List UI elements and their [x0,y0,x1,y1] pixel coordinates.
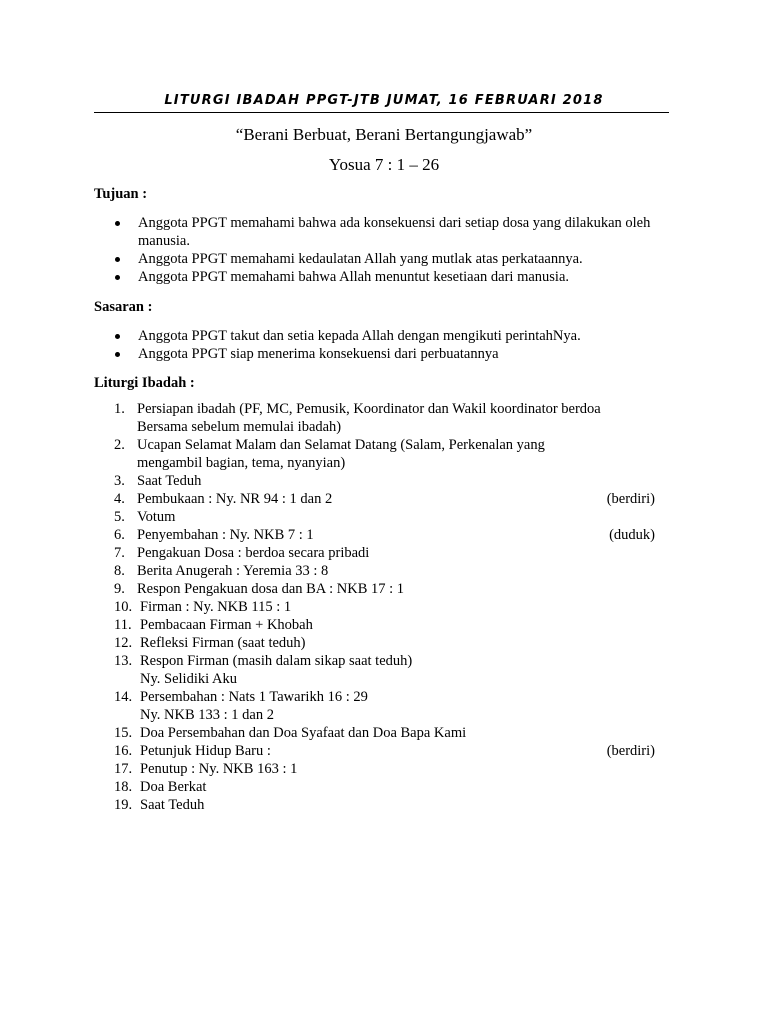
bullet-icon [115,334,120,339]
document-title: LITURGI IBADAH PPGT-JTB JUMAT, 16 FEBRUARI 2018 [164,93,604,108]
liturgy-item-number: 13. [114,653,133,669]
liturgy-item-text: Penutup : Ny. NKB 163 : 1 [140,761,298,777]
liturgy-item-number: 18. [114,779,133,795]
liturgy-item-text: Firman : Ny. NKB 115 : 1 [140,599,292,615]
scripture-reference: Yosua 7 : 1 – 26 [328,155,440,174]
liturgy-item-number: 12. [114,635,133,651]
liturgy-item [94,778,669,796]
liturgy-item-number: 4. [114,491,125,507]
liturgy-item [94,742,669,760]
liturgy-item-text: Respon Pengakuan dosa dan BA : NKB 17 : 1 [137,581,405,597]
liturgy-item [94,508,669,526]
liturgy-item-text: Ucapan Selamat Malam dan Selamat Datang (Salam, Perkenalan yang mengambil bagian, tema, nyanyian) [137,437,545,471]
liturgy-item-posture: (duduk) [609,527,655,543]
list-item-text: Anggota PPGT memahami kedaulatan Allah yang mutlak atas perkataannya. [138,251,583,267]
liturgy-item-number: 5. [114,509,125,525]
liturgy-item [94,760,669,778]
liturgy-item-number: 14. [114,689,133,705]
liturgy-item-number: 11. [114,617,132,633]
liturgy-item [94,580,669,598]
title-underline [94,112,669,113]
liturgy-item-number: 19. [114,797,133,813]
liturgy-item [94,652,669,688]
list-item [94,327,674,345]
liturgy-item-text: Pembacaan Firman + Khobah [140,617,313,633]
liturgy-item-number: 6. [114,527,125,543]
liturgy-item-text: Saat Teduh [140,797,205,813]
liturgy-item-posture: (berdiri) [606,743,655,759]
liturgy-item [94,490,669,508]
list-item [94,345,674,363]
liturgy-item-text: Respon Firman (masih dalam sikap saat teduh) [140,653,413,669]
tujuan-list [94,214,674,286]
list-item-text: Anggota PPGT memahami bahwa Allah menuntut kesetiaan dari manusia. [138,269,570,285]
list-item [94,268,674,286]
liturgy-item [94,724,669,742]
liturgy-item [94,544,669,562]
list-item-text: Anggota PPGT memahami bahwa ada konsekuensi dari setiap dosa yang dilakukan oleh manusia. [138,215,651,249]
liturgy-item-text: Berita Anugerah : Yeremia 33 : 8 [137,563,329,579]
liturgy-item [94,688,669,724]
liturgy-item [94,562,669,580]
liturgy-item-text: Petunjuk Hidup Baru : [140,743,271,759]
liturgy-item-number: 1. [114,401,125,417]
liturgy-item-subtext: Ny. NKB 133 : 1 dan 2 [140,707,274,723]
liturgy-item-number: 7. [114,545,125,561]
list-item-text: Anggota PPGT siap menerima konsekuensi dari perbuatannya [138,346,499,362]
liturgy-item-text: Penyembahan : Ny. NKB 7 : 1 [137,527,314,543]
liturgy-item [94,598,669,616]
liturgy-item-number: 2. [114,437,125,453]
list-item [94,250,674,268]
tujuan-heading: Tujuan : [94,186,148,202]
bullet-icon [115,275,120,280]
bullet-icon [115,257,120,262]
sasaran-list [94,327,674,363]
liturgy-item-number: 15. [114,725,133,741]
liturgy-item-number: 9. [114,581,125,597]
liturgy-item [94,634,669,652]
liturgy-item [94,616,669,634]
liturgy-item-text: Persembahan : Nats 1 Tawarikh 16 : 29 [140,689,368,705]
liturgy-item-posture: (berdiri) [606,491,655,507]
liturgy-item-text: Pembukaan : Ny. NR 94 : 1 dan 2 [137,491,333,507]
liturgy-item-text: Doa Berkat [140,779,207,795]
liturgy-item [94,472,669,490]
liturgy-item [94,400,669,436]
liturgy-item-text: Votum [137,509,176,525]
liturgy-item [94,526,669,544]
liturgy-item-number: 8. [114,563,125,579]
liturgy-item-number: 3. [114,473,125,489]
liturgy-item-number: 17. [114,761,133,777]
bullet-icon [115,352,120,357]
liturgy-item-subtext: Ny. Selidiki Aku [140,671,237,687]
liturgy-item-text: Refleksi Firman (saat teduh) [140,635,306,651]
theme-quote: “Berani Berbuat, Berani Bertangungjawab” [235,125,533,144]
liturgy-item [94,436,669,472]
liturgy-item-number: 10. [114,599,133,615]
list-item [94,214,674,250]
liturgi-heading: Liturgi Ibadah : [94,375,195,391]
liturgy-list [94,400,669,814]
liturgy-item-number: 16. [114,743,133,759]
list-item-text: Anggota PPGT takut dan setia kepada Allah dengan mengikuti perintahNya. [138,328,581,344]
liturgy-item [94,796,669,814]
liturgy-item-text: Saat Teduh [137,473,202,489]
bullet-icon [115,221,120,226]
sasaran-heading: Sasaran : [94,299,153,315]
liturgy-item-text: Doa Persembahan dan Doa Syafaat dan Doa Bapa Kami [140,725,467,741]
liturgy-item-text: Persiapan ibadah (PF, MC, Pemusik, Koordinator dan Wakil koordinator berdoa Bersama sebelum memulai ibadah) [137,401,601,435]
liturgy-item-text: Pengakuan Dosa : berdoa secara pribadi [137,545,370,561]
